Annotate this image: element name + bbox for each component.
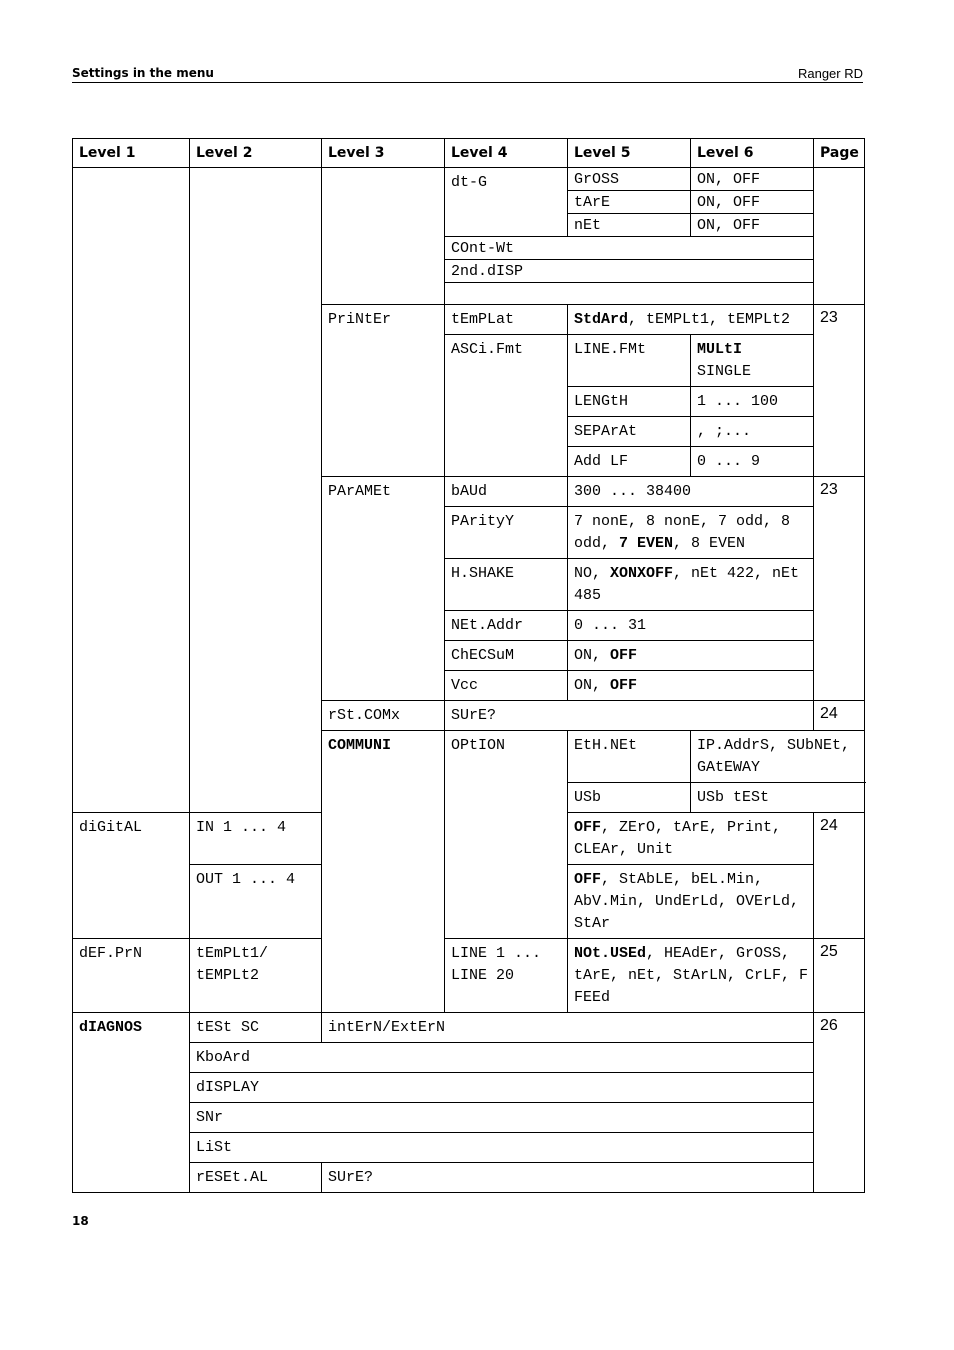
menu-item-eth-net: EtH.NEt bbox=[568, 731, 691, 783]
digital-in-options bbox=[568, 813, 814, 865]
table-row bbox=[73, 1043, 865, 1073]
menu-item-templat: tEmPLat bbox=[445, 305, 568, 335]
hshake-default-option: XONXOFF bbox=[610, 565, 674, 582]
vcc-options-start: ON, bbox=[574, 677, 611, 694]
column-header-page: Page bbox=[814, 139, 865, 168]
page-ref-templat: 23 bbox=[814, 305, 865, 477]
menu-item-cont-wt: COnt-Wt bbox=[445, 237, 814, 260]
checksum-default-option: OFF bbox=[610, 647, 638, 664]
add-lf-range: 0 ... 9 bbox=[691, 447, 814, 477]
page-ref-paramet: 23 bbox=[814, 477, 865, 701]
table-row bbox=[73, 1133, 865, 1163]
menu-item-option: OPtION bbox=[445, 731, 568, 939]
column-header-level-2: Level 2 bbox=[190, 139, 322, 168]
diagnos-label: dIAGNOS bbox=[79, 1019, 143, 1036]
menu-item-list: LiSt bbox=[190, 1133, 814, 1163]
menu-item-net-addr: NEt.Addr bbox=[445, 611, 568, 641]
digital-in-default-option: OFF bbox=[574, 819, 602, 836]
menu-item-parity: PArityY bbox=[445, 507, 568, 559]
length-range: 1 ... 100 bbox=[691, 387, 814, 417]
line-fmt-single-option: SINGLE bbox=[697, 363, 752, 380]
digital-in-other-options: , ZErO, tArE, Print, CLEAr, Unit bbox=[574, 819, 782, 858]
menu-item-separat: SEPArAt bbox=[568, 417, 691, 447]
table-row bbox=[73, 1013, 865, 1043]
digital-out-options bbox=[568, 865, 814, 939]
hshake-options bbox=[568, 559, 814, 611]
menu-item-def-prn: dEF.PrN bbox=[73, 939, 190, 1013]
page-ref-def-prn: 25 bbox=[814, 939, 865, 1013]
net-options: ON, OFF bbox=[691, 214, 814, 237]
level3-empty-cell bbox=[322, 168, 445, 305]
line-fmt-default-option: MULtI bbox=[697, 341, 743, 358]
menu-item-asci-fmt: ASCi.Fmt bbox=[445, 335, 568, 477]
line-fmt-options bbox=[691, 335, 814, 387]
menu-item-baud: bAUd bbox=[445, 477, 568, 507]
column-header-level-3: Level 3 bbox=[322, 139, 445, 168]
def-prn-line-default-option: NOt.USEd bbox=[574, 945, 647, 962]
table-row bbox=[73, 1073, 865, 1103]
menu-item-tare: tArE bbox=[568, 191, 691, 214]
menu-item-printer: PriNtEr bbox=[322, 305, 445, 477]
eth-net-options: IP.AddrS, SUbNEt, GAtEWAY bbox=[691, 731, 865, 783]
running-header-section: Settings in the menu bbox=[72, 66, 214, 80]
menu-item-usb: USb bbox=[568, 783, 691, 813]
page-ref-diagnos: 26 bbox=[814, 1013, 865, 1193]
gross-options: ON, OFF bbox=[691, 168, 814, 191]
digital-in-range: IN 1 ... 4 bbox=[190, 813, 322, 865]
vcc-options bbox=[568, 671, 814, 701]
menu-item-add-lf: Add LF bbox=[568, 447, 691, 477]
page-ref-rst-comx: 24 bbox=[814, 701, 865, 731]
digital-out-range: OUT 1 ... 4 bbox=[190, 865, 322, 939]
baud-range: 300 ... 38400 bbox=[568, 477, 814, 507]
page-ref-empty bbox=[814, 168, 865, 305]
digital-out-other-options: , StAbLE, bEL.Min, AbV.Min, UndErLd, OVErLd, StAr bbox=[574, 871, 800, 932]
table-row bbox=[73, 1103, 865, 1133]
menu-item-net: nEt bbox=[568, 214, 691, 237]
level2-empty-cell bbox=[190, 168, 322, 813]
separat-options: , ;... bbox=[691, 417, 814, 447]
communi-label: COMMUNI bbox=[328, 737, 392, 754]
header-rule bbox=[72, 82, 863, 83]
menu-item-line-fmt: LINE.FMt bbox=[568, 335, 691, 387]
page-number: 18 bbox=[72, 1214, 89, 1228]
page-ref-digital: 24 bbox=[814, 813, 865, 939]
templat-default-option: StdArd bbox=[574, 311, 629, 328]
menu-item-checksum: ChECSuM bbox=[445, 641, 568, 671]
parity-options-start: 7 nonE, 8 nonE, 7 odd, 8 odd, bbox=[574, 513, 791, 552]
checksum-options-start: ON, bbox=[574, 647, 611, 664]
parity-default-option: 7 EVEN bbox=[619, 535, 674, 552]
def-prn-line-options bbox=[568, 939, 814, 1013]
hshake-options-start: NO, bbox=[574, 565, 611, 582]
column-header-level-6: Level 6 bbox=[691, 139, 814, 168]
menu-item-kboard: KboArd bbox=[190, 1043, 814, 1073]
menu-item-templt-pair: tEmPLt1/ tEMPLt2 bbox=[190, 939, 322, 1013]
table-row bbox=[73, 168, 865, 191]
net-addr-range: 0 ... 31 bbox=[568, 611, 814, 641]
reset-al-confirm: SUrE? bbox=[322, 1163, 814, 1193]
column-header-level-4: Level 4 bbox=[445, 139, 568, 168]
def-prn-line-range: LINE 1 ... LINE 20 bbox=[445, 939, 568, 1013]
blank-spacer-cell bbox=[445, 283, 814, 305]
menu-item-dt-g: dt-G bbox=[445, 168, 568, 237]
menu-item-snr: SNr bbox=[190, 1103, 814, 1133]
vcc-default-option: OFF bbox=[610, 677, 638, 694]
def-prn-line-other-options: , HEAdEr, GrOSS, tArE, nEt, StArLN, CrLF, F FEEd bbox=[574, 945, 809, 1006]
menu-item-paramet: PArAMEt bbox=[322, 477, 445, 701]
menu-item-rst-comx: rSt.COMx bbox=[322, 701, 445, 731]
menu-item-gross: GrOSS bbox=[568, 168, 691, 191]
menu-item-vcc: Vcc bbox=[445, 671, 568, 701]
menu-item-test-sc: tESt SC bbox=[190, 1013, 322, 1043]
menu-item-length: LENGtH bbox=[568, 387, 691, 417]
menu-item-display: dISPLAY bbox=[190, 1073, 814, 1103]
menu-settings-table bbox=[72, 138, 865, 1193]
templat-other-options: , tEMPLt1, tEMPLt2 bbox=[628, 311, 791, 328]
table-header-row bbox=[73, 139, 865, 168]
menu-item-digital: diGitAL bbox=[73, 813, 190, 939]
column-header-level-5: Level 5 bbox=[568, 139, 691, 168]
hshake-options-end: , nEt 422, nEt 485 bbox=[574, 565, 800, 604]
usb-test: USb tESt bbox=[691, 783, 865, 813]
test-sc-options: intErN/ExtErN bbox=[322, 1013, 814, 1043]
table-row bbox=[73, 1163, 865, 1193]
menu-item-2nd-disp: 2nd.dISP bbox=[445, 260, 814, 283]
checksum-options bbox=[568, 641, 814, 671]
menu-item-hshake: H.SHAKE bbox=[445, 559, 568, 611]
menu-item-diagnos bbox=[73, 1013, 190, 1193]
digital-out-default-option: OFF bbox=[574, 871, 602, 888]
menu-item-communi bbox=[322, 731, 445, 1013]
column-header-level-1: Level 1 bbox=[73, 139, 190, 168]
parity-options bbox=[568, 507, 814, 559]
level1-empty-cell bbox=[73, 168, 190, 813]
parity-options-end: , 8 EVEN bbox=[673, 535, 746, 552]
running-header-product: Ranger RD bbox=[797, 66, 863, 81]
menu-item-reset-al: rESEt.AL bbox=[190, 1163, 322, 1193]
rst-comx-confirm: SUrE? bbox=[445, 701, 814, 731]
templat-options bbox=[568, 305, 814, 335]
tare-options: ON, OFF bbox=[691, 191, 814, 214]
